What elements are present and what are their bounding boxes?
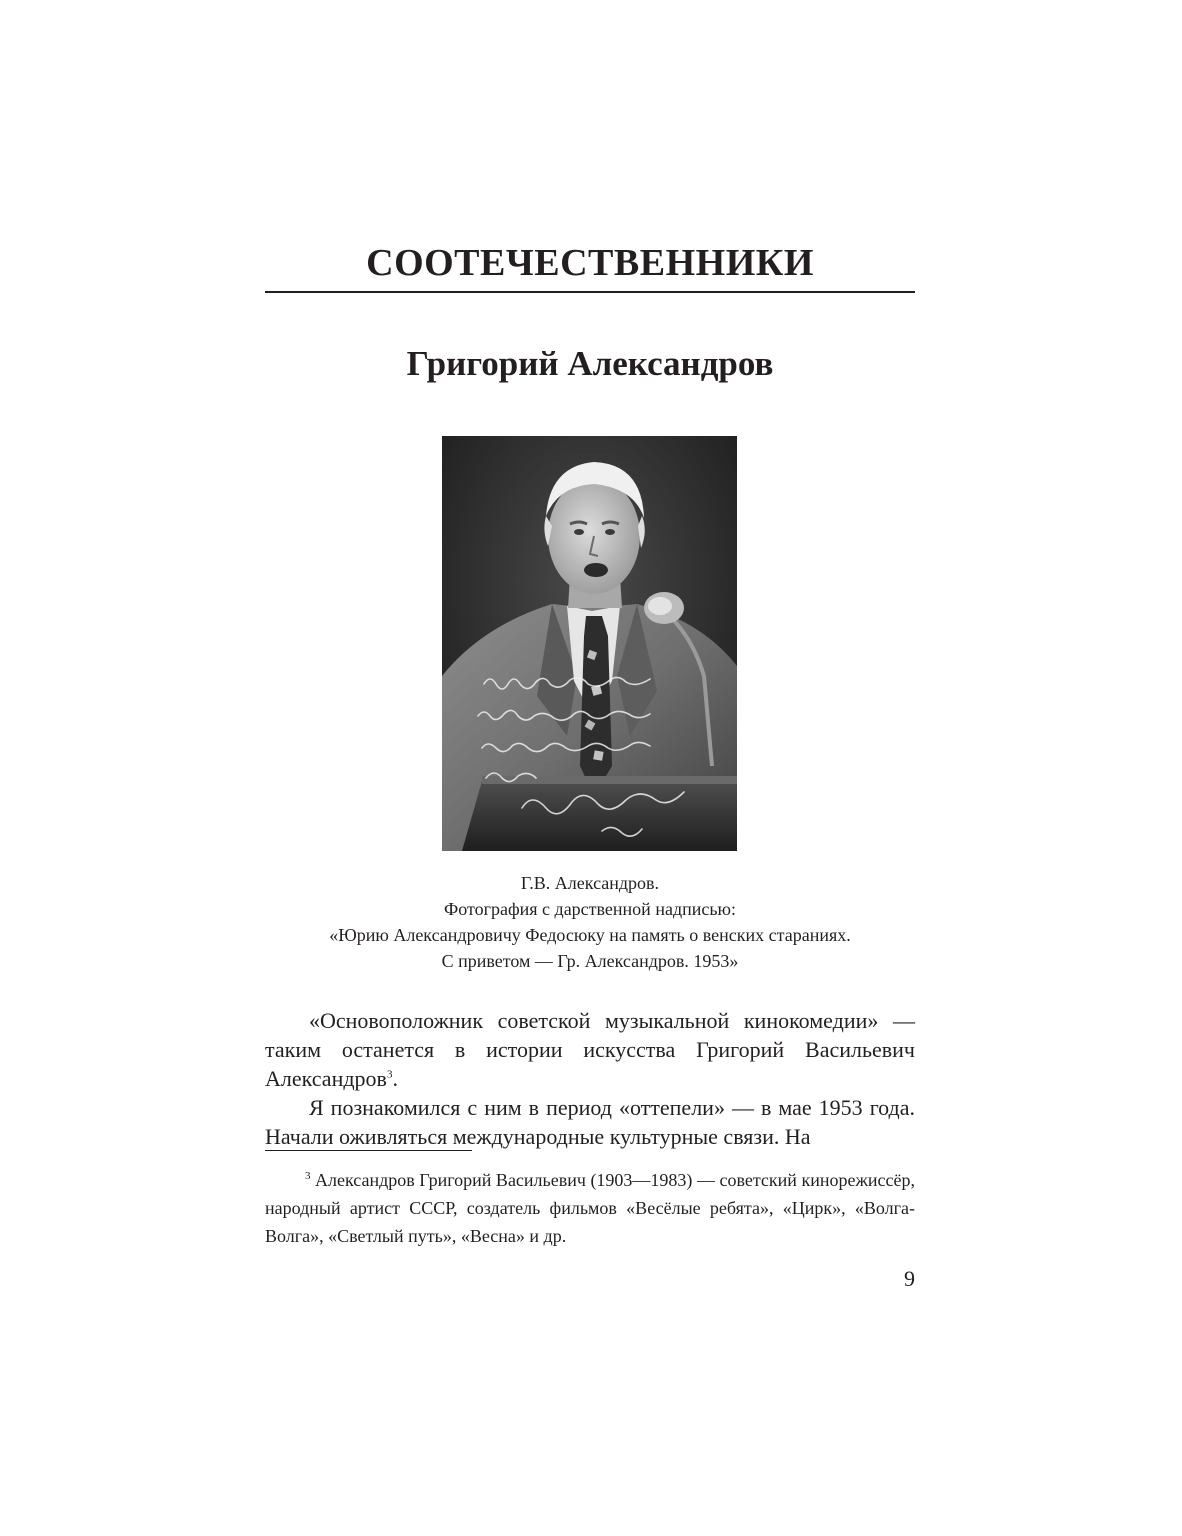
footnote-text: Александров Григорий Васильевич (1903—1983) — советский кинорежиссёр, народный артист СССР, создатель фильмов «Весёлые ребята», «Цирк», «Волга-Волга», «Светлый путь», «Весна» и др. <box>265 1170 915 1246</box>
page-number: 9 <box>904 1266 915 1291</box>
section-title: СООТЕЧЕСТВЕННИКИ <box>366 242 814 284</box>
footnote-divider <box>265 1150 472 1151</box>
caption-line: «Юрию Александровичу Федосюку на память о венских стараниях. <box>329 925 851 945</box>
photo-caption <box>265 870 915 974</box>
portrait-photo <box>442 436 737 851</box>
paragraph-end: . <box>392 1066 398 1091</box>
paragraph: Я познакомился с ним в период «оттепели» — в мае 1953 года. Начали оживляться международные культурные связи. На <box>265 1095 915 1149</box>
paragraph-text: «Основоположник советской музыкальной кинокомедии» — таким останется в истории искусства Григорий Васильевич Александров <box>265 1008 915 1091</box>
footnote-marker: 3 <box>305 1170 311 1182</box>
section-title-underline <box>265 291 915 293</box>
footnote <box>265 1166 915 1250</box>
chapter-title: Григорий Александров <box>406 344 774 383</box>
footnote-reference[interactable]: 3 <box>386 1068 393 1081</box>
caption-line: Фотография с дарственной надписью: <box>443 899 737 919</box>
caption-line: С приветом — Гр. Александров. 1953» <box>441 951 739 971</box>
body-text <box>265 1006 915 1151</box>
paragraph <box>265 1006 915 1093</box>
caption-line: Г.В. Александров. <box>520 873 660 893</box>
